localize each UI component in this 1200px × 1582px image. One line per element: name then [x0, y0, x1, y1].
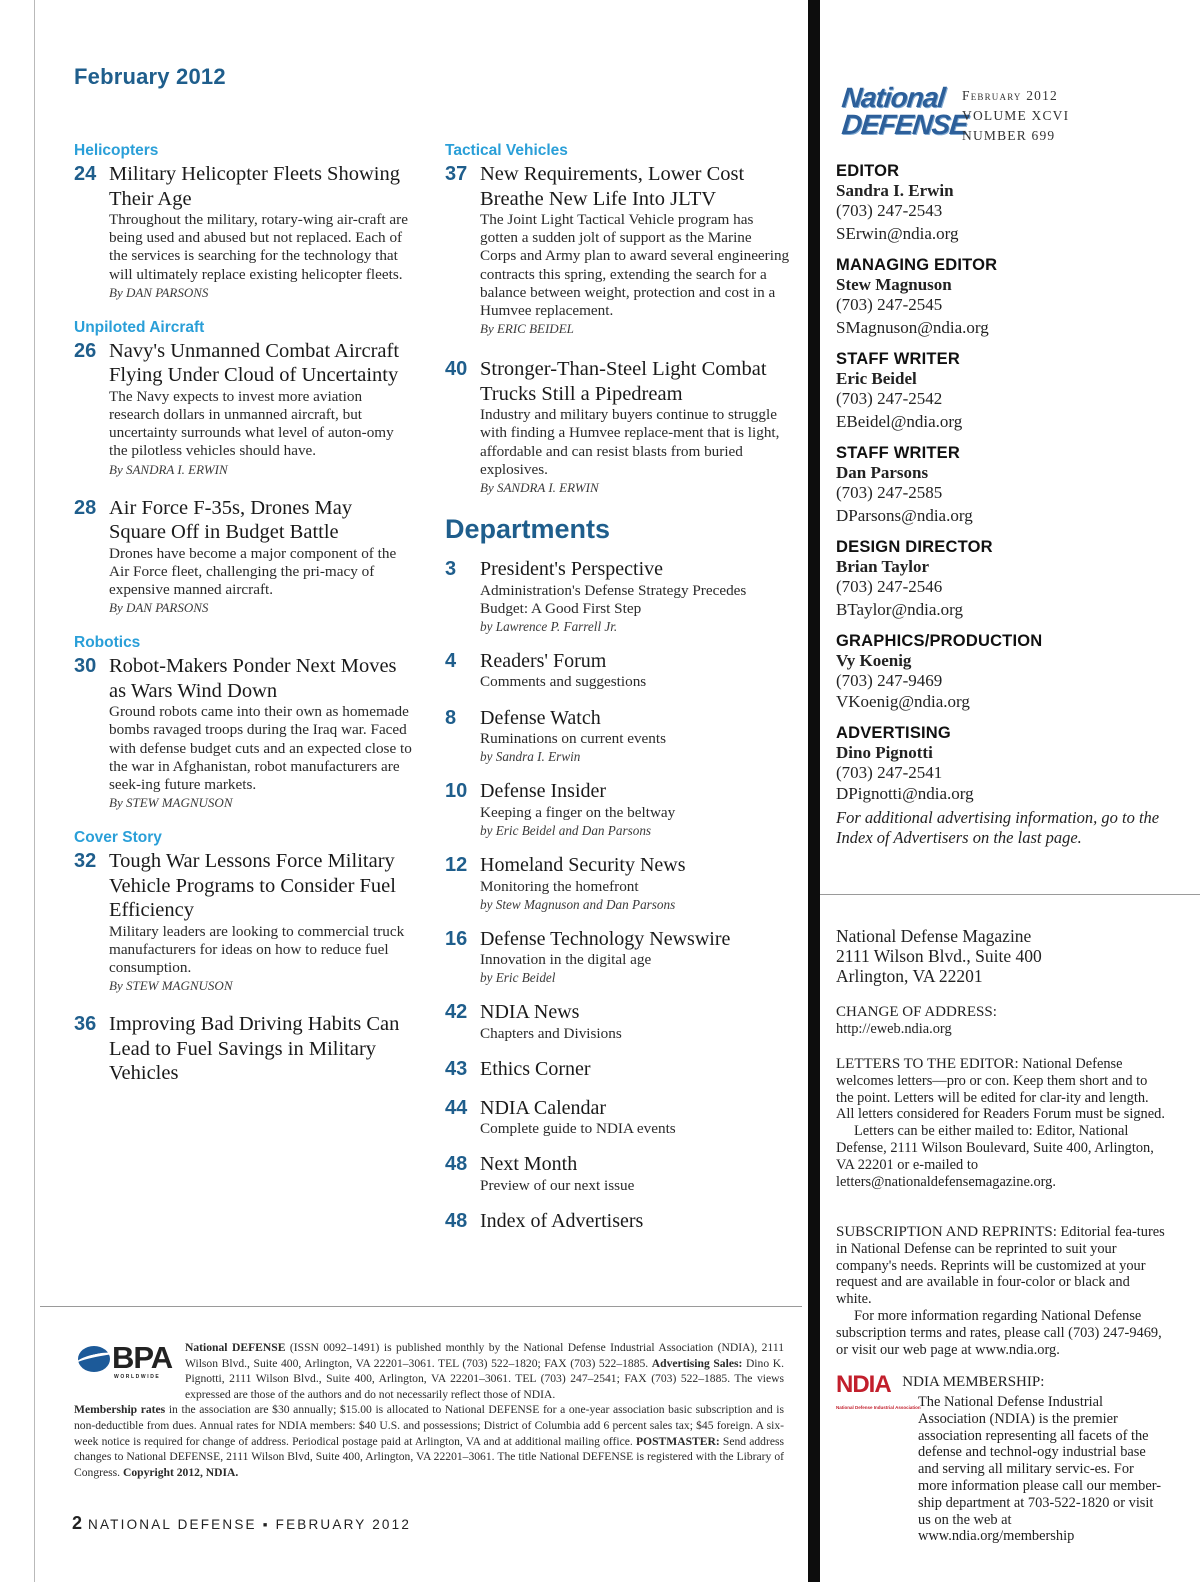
staff-email[interactable]: DParsons@ndia.org	[836, 506, 973, 525]
issue-meta	[962, 86, 1069, 146]
story-entry[interactable]	[74, 496, 414, 617]
page-number: 42	[445, 1001, 468, 1024]
membership-text: The National Defense Industrial Association (NDIA) is the premier association representing all facets of the defense and technol-ogy industrial base and serving all military servic-es. For more information please call our member-ship department at 703-522-1820 or visit us on the web at www.ndia.org/membership	[918, 1394, 1162, 1545]
story-title: Air Force F-35s, Drones May Square Off in Budget Battle	[109, 496, 353, 544]
address-city: Arlington, VA 22201	[836, 966, 983, 986]
staff-name: Brian Taylor	[836, 557, 930, 576]
story-byline: By SANDRA I. ERWIN	[480, 480, 599, 496]
story-title: Robot-Makers Ponder Next Moves as Wars Wind Down	[109, 655, 397, 702]
page-number: 10	[445, 780, 468, 803]
membership-label: NDIA MEMBERSHIP:	[902, 1374, 1045, 1390]
department-title: Index of Advertisers	[480, 1210, 644, 1233]
department-byline: by Eric Beidel and Dan Parsons	[480, 823, 652, 839]
story-byline: By STEW MAGNUSON	[109, 795, 233, 811]
footer-divider	[40, 1306, 802, 1307]
story-title: Military Helicopter Fleets Showing Their Age	[109, 163, 400, 210]
subscription-text-2: For more information regarding National Defense subscription terms and rates, please call (703) 247-9469, or visit our web page at www.ndia.org.	[836, 1307, 1162, 1358]
department-byline: by Eric Beidel	[480, 970, 556, 986]
staff-name: Vy Koenig	[836, 651, 912, 670]
story-byline: By DAN PARSONS	[109, 600, 209, 616]
staff-entry	[836, 632, 1181, 712]
story-description: Industry and military buyers continue to struggle with finding a Humvee replace-ment that is light, affordable and can resist blasts from buried explosives.	[480, 406, 780, 478]
national-defense-logo	[840, 82, 969, 142]
story-title: Tough War Lessons Force Military Vehicle Programs to Consider Fuel Efficiency	[109, 850, 396, 922]
staff-phone: (703) 247-2542	[836, 389, 943, 408]
subscription-text: Editorial fea-tures in National Defense can be reprinted to suit your company's needs. Reprints will be customized at your request and are available in four-color or black and white.	[836, 1224, 1165, 1308]
department-entry[interactable]	[445, 1057, 790, 1082]
page-number: 8	[445, 706, 457, 729]
department-byline: by Stew Magnuson and Dan Parsons	[480, 896, 676, 912]
logo-line-1: National	[840, 82, 947, 113]
department-title: NDIA Calendar	[480, 1096, 607, 1119]
issue-date: February 2012	[74, 64, 226, 89]
ndia-logo: NDIA National Defense Industrial Association	[836, 1374, 891, 1396]
staff-entry	[836, 256, 1181, 338]
staff-entry	[836, 350, 1181, 432]
staff-role: MANAGING EDITOR	[836, 256, 998, 274]
story-description: Military leaders are looking to commercial truck manufacturers for ideas on how to reduce fuel consumption.	[109, 922, 405, 977]
section-label: Robotics	[74, 634, 141, 652]
department-description: Innovation in the digital age	[480, 951, 652, 969]
staff-name: Eric Beidel	[836, 369, 917, 388]
department-description: Complete guide to NDIA events	[480, 1120, 676, 1138]
department-byline: by Sandra I. Erwin	[480, 749, 581, 765]
staff-email[interactable]: SMagnuson@ndia.org	[836, 318, 989, 337]
department-description: Monitoring the homefront	[480, 877, 639, 895]
department-entry[interactable]	[445, 557, 790, 635]
story-entry[interactable]	[74, 1012, 414, 1086]
magazine-address	[836, 926, 1166, 986]
fineprint-publisher: (ISSN 0092–1491) is published monthly by the National Defense Industrial Association (NDIA), 2111 Wilson Blvd., Suite 400, Arlington, VA 22201–3061. TEL (703) 522–1820; FAX (703) 522–1885.	[185, 1341, 785, 1370]
sidebar-divider	[820, 894, 1200, 895]
department-title: Ethics Corner	[480, 1058, 591, 1081]
page-edge-rule	[34, 0, 35, 1582]
story-title: New Requirements, Lower Cost Breathe New Life Into JLTV	[480, 163, 745, 210]
staff-email[interactable]: SErwin@ndia.org	[836, 224, 959, 243]
letters-to-editor	[836, 1056, 1166, 1190]
department-entry[interactable]	[445, 779, 790, 839]
change-of-address-url[interactable]: http://eweb.ndia.org	[836, 1020, 952, 1037]
volume-number: VOLUME XCVI	[962, 108, 1070, 123]
address-name: National Defense Magazine	[836, 926, 1032, 946]
department-description: Keeping a finger on the beltway	[480, 803, 676, 821]
features-left-column	[74, 142, 414, 1104]
department-title: Homeland Security News	[480, 854, 686, 877]
staff-name: Stew Magnuson	[836, 275, 952, 294]
page-number: 28	[74, 496, 97, 519]
staff-name: Sandra I. Erwin	[836, 181, 954, 200]
change-of-address-label: CHANGE OF ADDRESS:	[836, 1004, 997, 1020]
fineprint-copyright: Copyright 2012, NDIA.	[122, 1465, 239, 1479]
story-entry[interactable]	[74, 162, 414, 301]
story-description: Drones have become a major component of the Air Force fleet, challenging the pri-macy of expensive manned aircraft.	[109, 544, 397, 599]
department-entry[interactable]	[445, 1000, 790, 1043]
department-entry[interactable]	[445, 649, 790, 692]
department-entry[interactable]	[445, 1152, 790, 1195]
page-folio	[72, 1513, 411, 1534]
staff-email[interactable]: BTaylor@ndia.org	[836, 600, 963, 619]
staff-email[interactable]: VKoenig@ndia.org	[836, 692, 970, 711]
story-description: Throughout the military, rotary-wing air-craft are being used and abused but not replaced. Each of the services is searching for the technology that will ultimately replace existing helicopter fleets.	[109, 211, 408, 283]
department-description: Chapters and Divisions	[480, 1024, 622, 1042]
department-title: Defense Insider	[480, 780, 607, 803]
staff-email[interactable]: EBeidel@ndia.org	[836, 412, 963, 431]
staff-directory	[836, 162, 1181, 860]
story-entry[interactable]	[445, 357, 790, 496]
ndia-membership	[836, 1371, 1166, 1545]
page-number: 37	[445, 163, 468, 185]
staff-role: STAFF WRITER	[836, 350, 960, 368]
subscription-label: SUBSCRIPTION AND REPRINTS:	[836, 1224, 1057, 1240]
page-number: 40	[445, 358, 468, 381]
staff-role: EDITOR	[836, 162, 900, 180]
story-entry[interactable]	[74, 339, 414, 478]
staff-entry	[836, 724, 1181, 848]
department-entry[interactable]	[445, 1096, 790, 1139]
story-entry[interactable]	[445, 162, 790, 337]
advertising-note: For additional advertising information, go to the Index of Advertisers on the last page.	[836, 808, 1160, 847]
department-entry[interactable]	[445, 927, 790, 987]
story-byline: By SANDRA I. ERWIN	[109, 461, 228, 477]
department-entry[interactable]	[445, 706, 790, 766]
letters-text: National Defense welcomes letters—pro or con. Keep them short and to the point. Letters will be edited for clar-ity and length. All letters considered for Readers Forum must be signed.	[836, 1056, 1165, 1123]
department-entry[interactable]	[445, 1209, 790, 1234]
bpa-logo-sub: WORLDWIDE	[114, 1374, 161, 1380]
staff-phone: (703) 247-2546	[836, 577, 943, 596]
story-description: The Navy expects to invest more aviation research dollars in unmanned aircraft, but uncertainty surrounds what level of auton-omy the pilotless vehicles should have.	[109, 387, 394, 460]
department-byline: by Lawrence P. Farrell Jr.	[480, 618, 618, 634]
publication-fineprint	[74, 1340, 784, 1480]
staff-phone: (703) 247-2541	[836, 763, 943, 782]
bpa-logo-text: BPA	[112, 1340, 173, 1375]
page-number: 30	[74, 655, 97, 678]
staff-role: GRAPHICS/PRODUCTION	[836, 632, 1043, 650]
staff-email[interactable]: DPignotti@ndia.org	[836, 784, 974, 803]
folio-text: NATIONAL DEFENSE ▪ FEBRUARY 2012	[88, 1517, 412, 1532]
staff-entry	[836, 444, 1181, 526]
staff-phone: (703) 247-9469	[836, 671, 943, 690]
ndia-logo-subtitle: National Defense Industrial Association	[836, 1405, 921, 1410]
story-entry[interactable]	[74, 849, 414, 994]
page-number: 3	[445, 558, 457, 581]
page-number: 48	[445, 1153, 468, 1176]
fineprint-ad-label: Advertising Sales:	[651, 1356, 743, 1370]
folio-page-number: 2	[72, 1513, 83, 1533]
staff-phone: (703) 247-2585	[836, 483, 943, 502]
department-title: NDIA News	[480, 1001, 580, 1024]
department-title: Readers' Forum	[480, 649, 607, 672]
staff-phone: (703) 247-2543	[836, 201, 943, 220]
page-number: 24	[74, 163, 97, 185]
story-title: Navy's Unmanned Combat Aircraft Flying Under Cloud of Uncertainty	[109, 339, 400, 387]
story-entry[interactable]	[74, 654, 414, 811]
page-number: 4	[445, 649, 457, 672]
page-number: 26	[74, 339, 97, 362]
section-label: Helicopters	[74, 142, 159, 159]
letters-label: LETTERS TO THE EDITOR:	[836, 1056, 1019, 1072]
change-of-address	[836, 1004, 1166, 1038]
staff-name: Dino Pignotti	[836, 743, 933, 762]
departments-heading: Departments	[445, 514, 611, 545]
section-label: Unpiloted Aircraft	[74, 318, 205, 336]
fineprint-membership-rates: in the association are $30 annually; $15.00 is allocated to National DEFENSE for a one-year association basic subscription and is non-deductible from dues. Annual rates for NDIA members: $40 U.S. and possessions; District of Columbia add 6 percent sales tax; $45 foreign. A six-week notice is required for change of address. Periodical postage paid at Arlington, VA and at additional mailing office.	[74, 1403, 784, 1448]
story-description: The Joint Light Tactical Vehicle program has gotten a sudden jolt of support as the Marine Corps and Army plan to award several engineering contracts this spring, extending the search for a balance between weight, protection and cost in a Humvee replacement.	[480, 211, 790, 320]
department-entry[interactable]	[445, 853, 790, 913]
fineprint-membership-label: Membership rates	[74, 1403, 166, 1417]
staff-entry	[836, 538, 1181, 620]
column-divider-bar	[808, 0, 820, 1582]
page-number: 32	[74, 850, 97, 873]
staff-name: Dan Parsons	[836, 463, 929, 482]
staff-role: DESIGN DIRECTOR	[836, 538, 993, 556]
story-byline: By STEW MAGNUSON	[109, 978, 233, 994]
fineprint-ad-sales: Dino K. Pignotti, 2111 Wilson Blvd., Suite 400, Arlington, VA 22201–3061. TEL (703) 247–2541; FAX (703) 522–1885. The views expressed are those of the authors and do not necessarily reflect those of NDIA.	[185, 1356, 784, 1401]
story-title: Improving Bad Driving Habits Can Lead to Fuel Savings in Military Vehicles	[109, 1013, 400, 1085]
staff-entry	[836, 162, 1181, 244]
section-label: Cover Story	[74, 829, 162, 847]
department-title: Defense Watch	[480, 706, 601, 729]
staff-role: STAFF WRITER	[836, 444, 960, 462]
page-number: 43	[445, 1058, 468, 1081]
story-byline: By ERIC BEIDEL	[480, 321, 574, 337]
department-description: Preview of our next issue	[480, 1176, 635, 1194]
department-title: Next Month	[480, 1153, 578, 1176]
page-number: 48	[445, 1210, 468, 1233]
features-middle-column	[445, 142, 790, 1248]
department-description: Comments and suggestions	[480, 673, 647, 691]
story-description: Ground robots came into their own as homemade bombs ravaged troops during the Iraq war. Faced with defense budget cuts and an expected close to the war in Afghanistan, robot manufacturers are seek-ing future markets.	[109, 703, 412, 794]
story-title: Stronger-Than-Steel Light Combat Trucks Still a Pipedream	[480, 358, 767, 405]
issue-number: NUMBER 699	[962, 128, 1056, 143]
issue-month: February 2012	[962, 88, 1058, 103]
address-street: 2111 Wilson Blvd., Suite 400	[836, 946, 1042, 966]
department-title: Defense Technology Newswire	[480, 927, 731, 950]
subscription-reprints	[836, 1224, 1166, 1358]
staff-phone: (703) 247-2545	[836, 295, 943, 314]
page-number: 16	[445, 927, 468, 950]
staff-role: ADVERTISING	[836, 724, 951, 742]
section-label: Tactical Vehicles	[445, 142, 568, 159]
department-description: Ruminations on current events	[480, 730, 667, 748]
story-byline: By DAN PARSONS	[109, 284, 209, 300]
page-number: 36	[74, 1013, 97, 1036]
letters-text-2: Letters can be either mailed to: Editor, National Defense, 2111 Wilson Boulevard, Suite 400, Arlington, VA 22201 or e-mailed to letters@nationaldefensemagazine.org.	[836, 1123, 1154, 1190]
fineprint-title: National DEFENSE	[185, 1341, 286, 1354]
department-title: President's Perspective	[480, 558, 664, 581]
fineprint-postmaster-label: POSTMASTER:	[635, 1434, 720, 1448]
page-number: 12	[445, 854, 468, 877]
department-description: Administration's Defense Strategy Precedes Budget: A Good First Step	[480, 581, 747, 617]
page-number: 44	[445, 1096, 468, 1119]
fineprint-postmaster: Send address changes to National DEFENSE, 2111 Wilson Blvd, Suite 400, Arlington, VA 22201–3061. The title National DEFENSE is registered with the Library of Congress.	[74, 1434, 785, 1479]
logo-line-2: DEFENSE	[840, 109, 969, 140]
